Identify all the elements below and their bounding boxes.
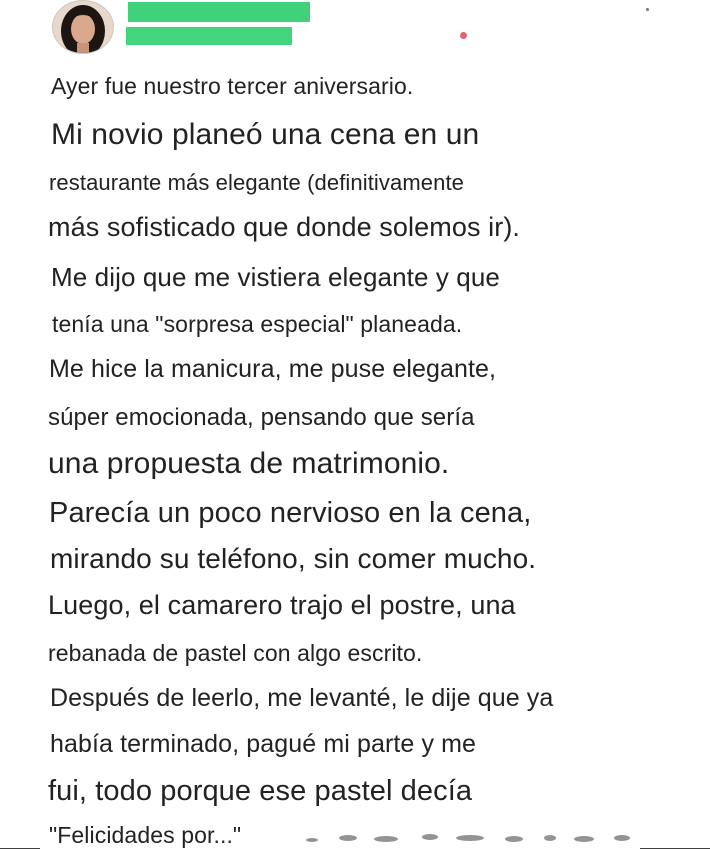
- post-line: tenía una "sorpresa especial" planeada.: [52, 311, 463, 337]
- divider: [640, 848, 710, 849]
- post-line: rebanada de pastel con algo escrito.: [48, 640, 423, 666]
- post-line: más sofisticado que donde solemos ir).: [48, 212, 521, 242]
- post-line: mirando su teléfono, sin comer mucho.: [50, 543, 537, 574]
- post-line: Me hice la manicura, me puse elegante,: [49, 355, 497, 383]
- post-line: Después de leerlo, me levanté, le dije que ya: [50, 684, 554, 712]
- post-line: "Felicidades por...": [49, 822, 242, 848]
- post-line: Parecía un poco nervioso en la cena,: [49, 497, 532, 529]
- post-line: Ayer fue nuestro tercer aniversario.: [51, 73, 414, 99]
- post-line: Luego, el camarero trajo el postre, una: [48, 590, 516, 620]
- post-line: restaurante más elegante (definitivamente: [49, 170, 464, 195]
- post-line: había terminado, pagué mi parte y me: [50, 730, 477, 758]
- post-line: fui, todo porque ese pastel decía: [48, 775, 473, 807]
- post-line: súper emocionada, pensando que sería: [48, 404, 475, 431]
- post-line: Mi novio planeó una cena en un: [51, 118, 480, 151]
- divider: [0, 848, 40, 849]
- blurred-text-fragment: [300, 824, 645, 848]
- post-line: una propuesta de matrimonio.: [48, 447, 450, 480]
- post-line: Me dijo que me vistiera elegante y que: [51, 262, 500, 292]
